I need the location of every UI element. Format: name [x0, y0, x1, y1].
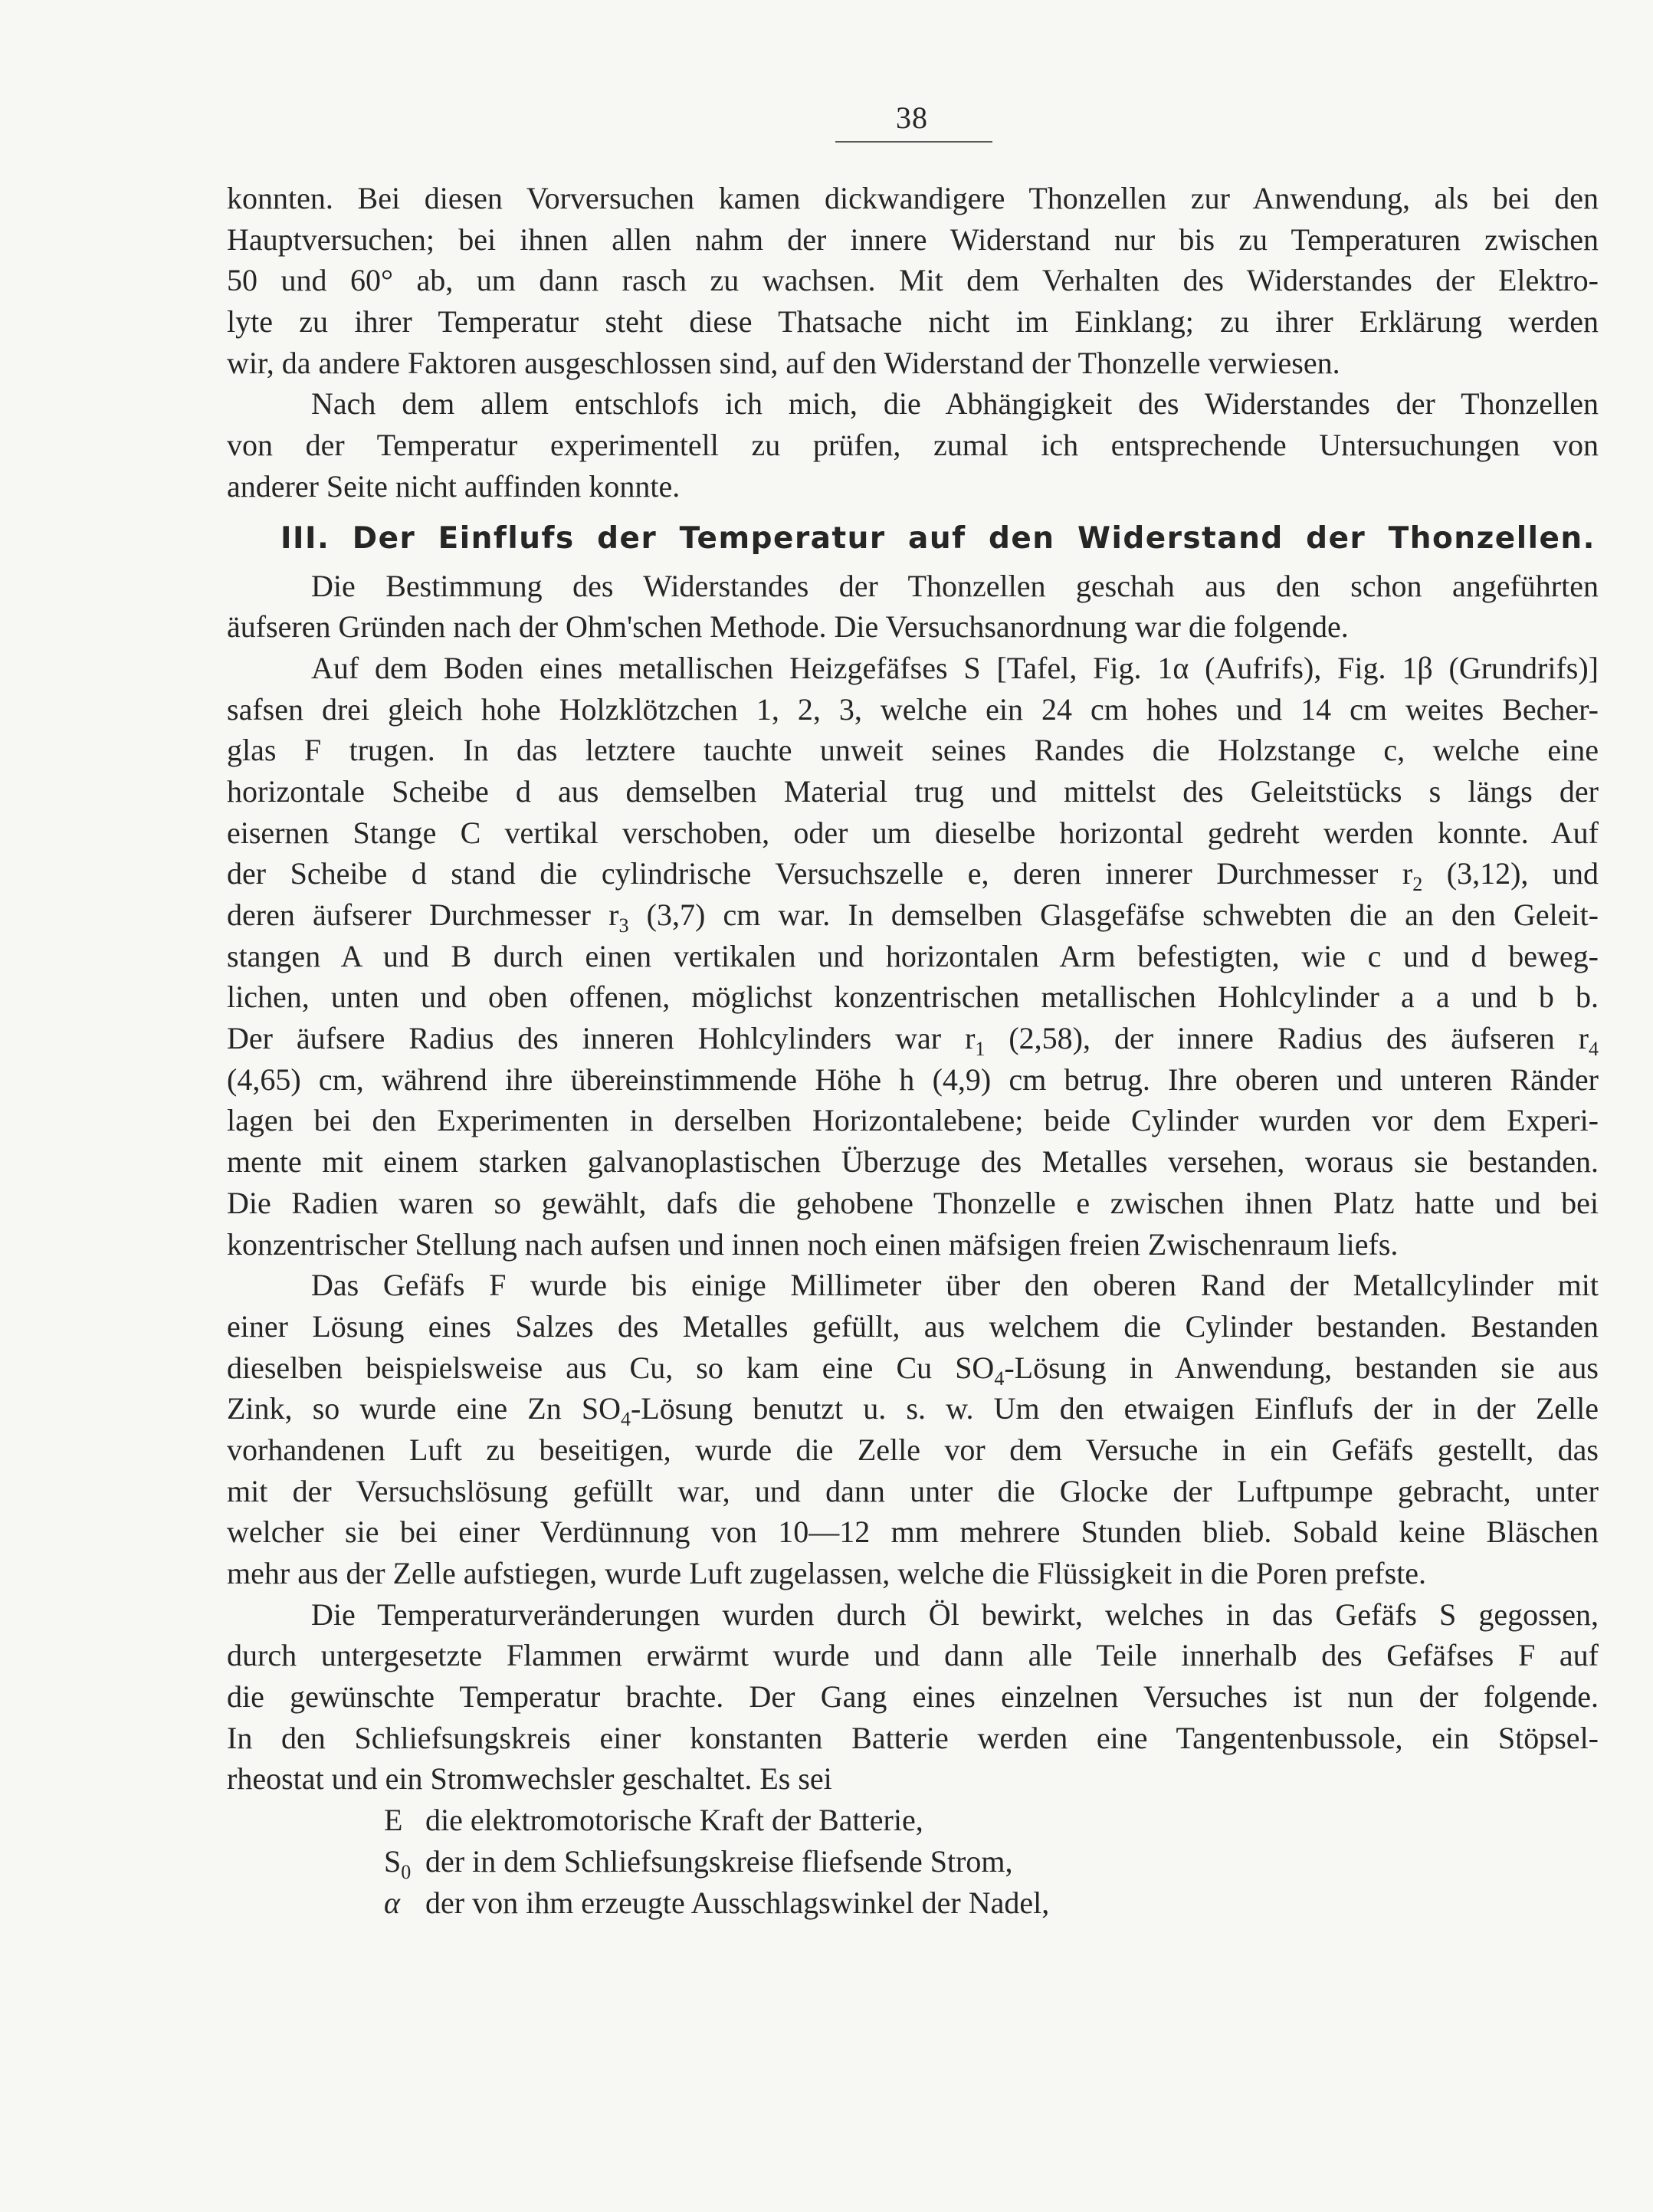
subscript: 4 — [994, 1367, 1005, 1390]
text-run: -Lösung benutzt u. s. w. Um den etwaigen Einflufs der in der Zelle — [630, 1391, 1599, 1426]
text-line: safsen drei gleich hohe Holzklötzchen 1, 2, 3, welche ein 24 cm hohes und 14 cm weites Becher- — [227, 691, 1599, 727]
text-line: Die Radien waren so gewählt, dafs die gehobene Thonzelle e zwischen ihnen Platz hatte und bei — [227, 1185, 1599, 1220]
definition-item — [227, 1841, 1599, 1882]
subscript: 4 — [1588, 1038, 1599, 1061]
text-line: mente mit einem starken galvanoplastischen Überzuge des Metalles versehen, woraus sie bestanden. — [227, 1144, 1599, 1180]
text-line: mit der Versuchslösung gefüllt war, und dann unter die Glocke der Luftpumpe gebracht, unter — [227, 1473, 1599, 1508]
definition-text: der in dem Schliefsungskreise fliefsende Strom, — [425, 1843, 1013, 1879]
text-line — [227, 1388, 1599, 1429]
text-run: deren äufserer Durchmesser r — [227, 898, 619, 932]
definition-text: der von ihm erzeugte Ausschlagswinkel der Nadel, — [425, 1885, 1050, 1920]
text-line: horizontale Scheibe d aus demselben Material trug und mittelst des Geleitstücks s längs der — [227, 773, 1599, 809]
text-line: durch untergesetzte Flammen erwärmt wurde und dann alle Teile innerhalb des Gefäfses F auf — [227, 1638, 1599, 1673]
text-line: Nach dem allem entschlofs ich mich, die Abhängigkeit des Widerstandes der Thonzellen — [311, 386, 1599, 422]
page-number-rule — [835, 141, 992, 143]
text-line: In den Schliefsungskreis einer konstanten Batterie werden eine Tangentenbussole, ein Stöpsel- — [227, 1720, 1599, 1755]
text-line: rheostat und ein Stromwechsler geschaltet. Es sei — [227, 1761, 832, 1797]
text-line: stangen A und B durch einen vertikalen und horizontalen Arm befestigten, wie c und d beweg- — [227, 938, 1599, 973]
text-run: (3,12), und — [1422, 856, 1599, 891]
text-line: glas F trugen. In das letztere tauchte unweit seines Randes die Holzstange c, welche eine — [227, 733, 1599, 768]
definition-symbol: E — [384, 1803, 403, 1838]
text-line: konzentrischer Stellung nach aufsen und innen noch einen mäfsigen freien Zwischenraum liefs. — [227, 1226, 1399, 1262]
text-line: einer Lösung eines Salzes des Metalles gefüllt, aus welchem die Cylinder bestanden. Bestanden — [227, 1308, 1599, 1344]
text-line: Hauptversuchen; bei ihnen allen nahm der innere Widerstand nur bis zu Temperaturen zwischen — [227, 222, 1599, 257]
text-line: eisernen Stange C vertikal verschoben, oder um dieselbe horizontal gedreht werden konnte. Auf — [227, 815, 1599, 850]
section-heading: III. Der Einflufs der Temperatur auf den Widerstand der Thonzellen. — [280, 520, 1596, 556]
subscript: 4 — [620, 1408, 631, 1431]
text-line — [227, 894, 1599, 936]
text-line: anderer Seite nicht auffinden konnte. — [227, 468, 681, 504]
text-line: konnten. Bei diesen Vorversuchen kamen dickwandigere Thonzellen zur Anwendung, als bei den — [227, 181, 1599, 215]
definition-item — [227, 1800, 1599, 1841]
text-line: Die Bestimmung des Widerstandes der Thonzellen geschah aus den schon angeführten — [311, 568, 1599, 603]
text-line: äufseren Gründen nach der Ohm'schen Methode. Die Versuchsanordnung war die folgende. — [227, 609, 1349, 645]
text-run: dieselben beispielsweise aus Cu, so kam eine Cu SO — [227, 1350, 995, 1385]
text-line: die gewünschte Temperatur brachte. Der Gang eines einzelnen Versuches ist nun der folgende. — [227, 1679, 1599, 1715]
text-line — [227, 1018, 1599, 1059]
text-line: lichen, unten und oben offenen, möglichst konzentrischen metallischen Hohlcylinder a a und b b. — [227, 980, 1599, 1015]
text-line: lyte zu ihrer Temperatur steht diese Thatsache nicht im Einklang; zu ihrer Erklärung werden — [227, 304, 1599, 340]
subscript: 1 — [975, 1038, 986, 1061]
text-line: 50 und 60° ab, um dann rasch zu wachsen. Mit dem Verhalten des Widerstandes der Elektro- — [227, 263, 1599, 298]
text-run: Zink, so wurde eine Zn SO — [227, 1391, 621, 1426]
body-text — [227, 178, 1599, 1923]
definition-text: die elektromotorische Kraft der Batterie, — [425, 1803, 923, 1838]
text-run: der Scheibe d stand die cylindrische Versuchszelle e, deren innerer Durchmesser r — [227, 856, 1413, 891]
text-line: vorhandenen Luft zu beseitigen, wurde die Zelle vor dem Versuche in ein Gefäfs gestellt, das — [227, 1432, 1599, 1467]
text-line: welcher sie bei einer Verdünnung von 10—12 mm mehrere Stunden blieb. Sobald keine Bläschen — [227, 1515, 1599, 1550]
text-line: wir, da andere Faktoren ausgeschlossen sind, auf den Widerstand der Thonzelle verwiesen. — [227, 345, 1340, 380]
text-line: (4,65) cm, während ihre übereinstimmende Höhe h (4,9) cm betrug. Ihre oberen und unteren Ränder — [227, 1062, 1599, 1097]
text-line: Die Temperaturveränderungen wurden durch Öl bewirkt, welches in das Gefäfs S gegossen, — [311, 1597, 1599, 1632]
page-number: 38 — [896, 100, 928, 135]
definition-symbol: $S_0$ — [384, 1843, 412, 1883]
text-line — [227, 1347, 1599, 1389]
text-run: (2,58), der innere Radius des äufseren r — [985, 1021, 1589, 1056]
text-line: Das Gefäfs F wurde bis einige Millimeter über den oberen Rand der Metallcylinder mit — [311, 1268, 1599, 1303]
definition-item — [227, 1882, 1599, 1924]
text-line: mehr aus der Zelle aufstiegen, wurde Luft zugelassen, welche die Flüssigkeit in die Poren prefste. — [227, 1556, 1427, 1590]
definition-symbol: α — [384, 1885, 400, 1920]
text-line: von der Temperatur experimentell zu prüfen, zumal ich entsprechende Untersuchungen von — [227, 428, 1599, 463]
text-line — [227, 853, 1599, 894]
subscript: 2 — [1412, 873, 1423, 896]
text-run: (3,7) cm war. In demselben Glasgefäfse schwebten die an den Geleit- — [628, 898, 1599, 932]
subscript: 3 — [618, 914, 629, 937]
text-line: lagen bei den Experimenten in derselben Horizontalebene; beide Cylinder wurden vor dem Experi- — [227, 1103, 1599, 1138]
text-run: Der äufsere Radius des inneren Hohlcylinders war r — [227, 1021, 976, 1056]
text-run: -Lösung in Anwendung, bestanden sie aus — [1004, 1350, 1599, 1385]
text-line: Auf dem Boden eines metallischen Heizgefäfses S [Tafel, Fig. 1α (Aufrifs), Fig. 1β (Grundrifs)] — [311, 650, 1599, 685]
